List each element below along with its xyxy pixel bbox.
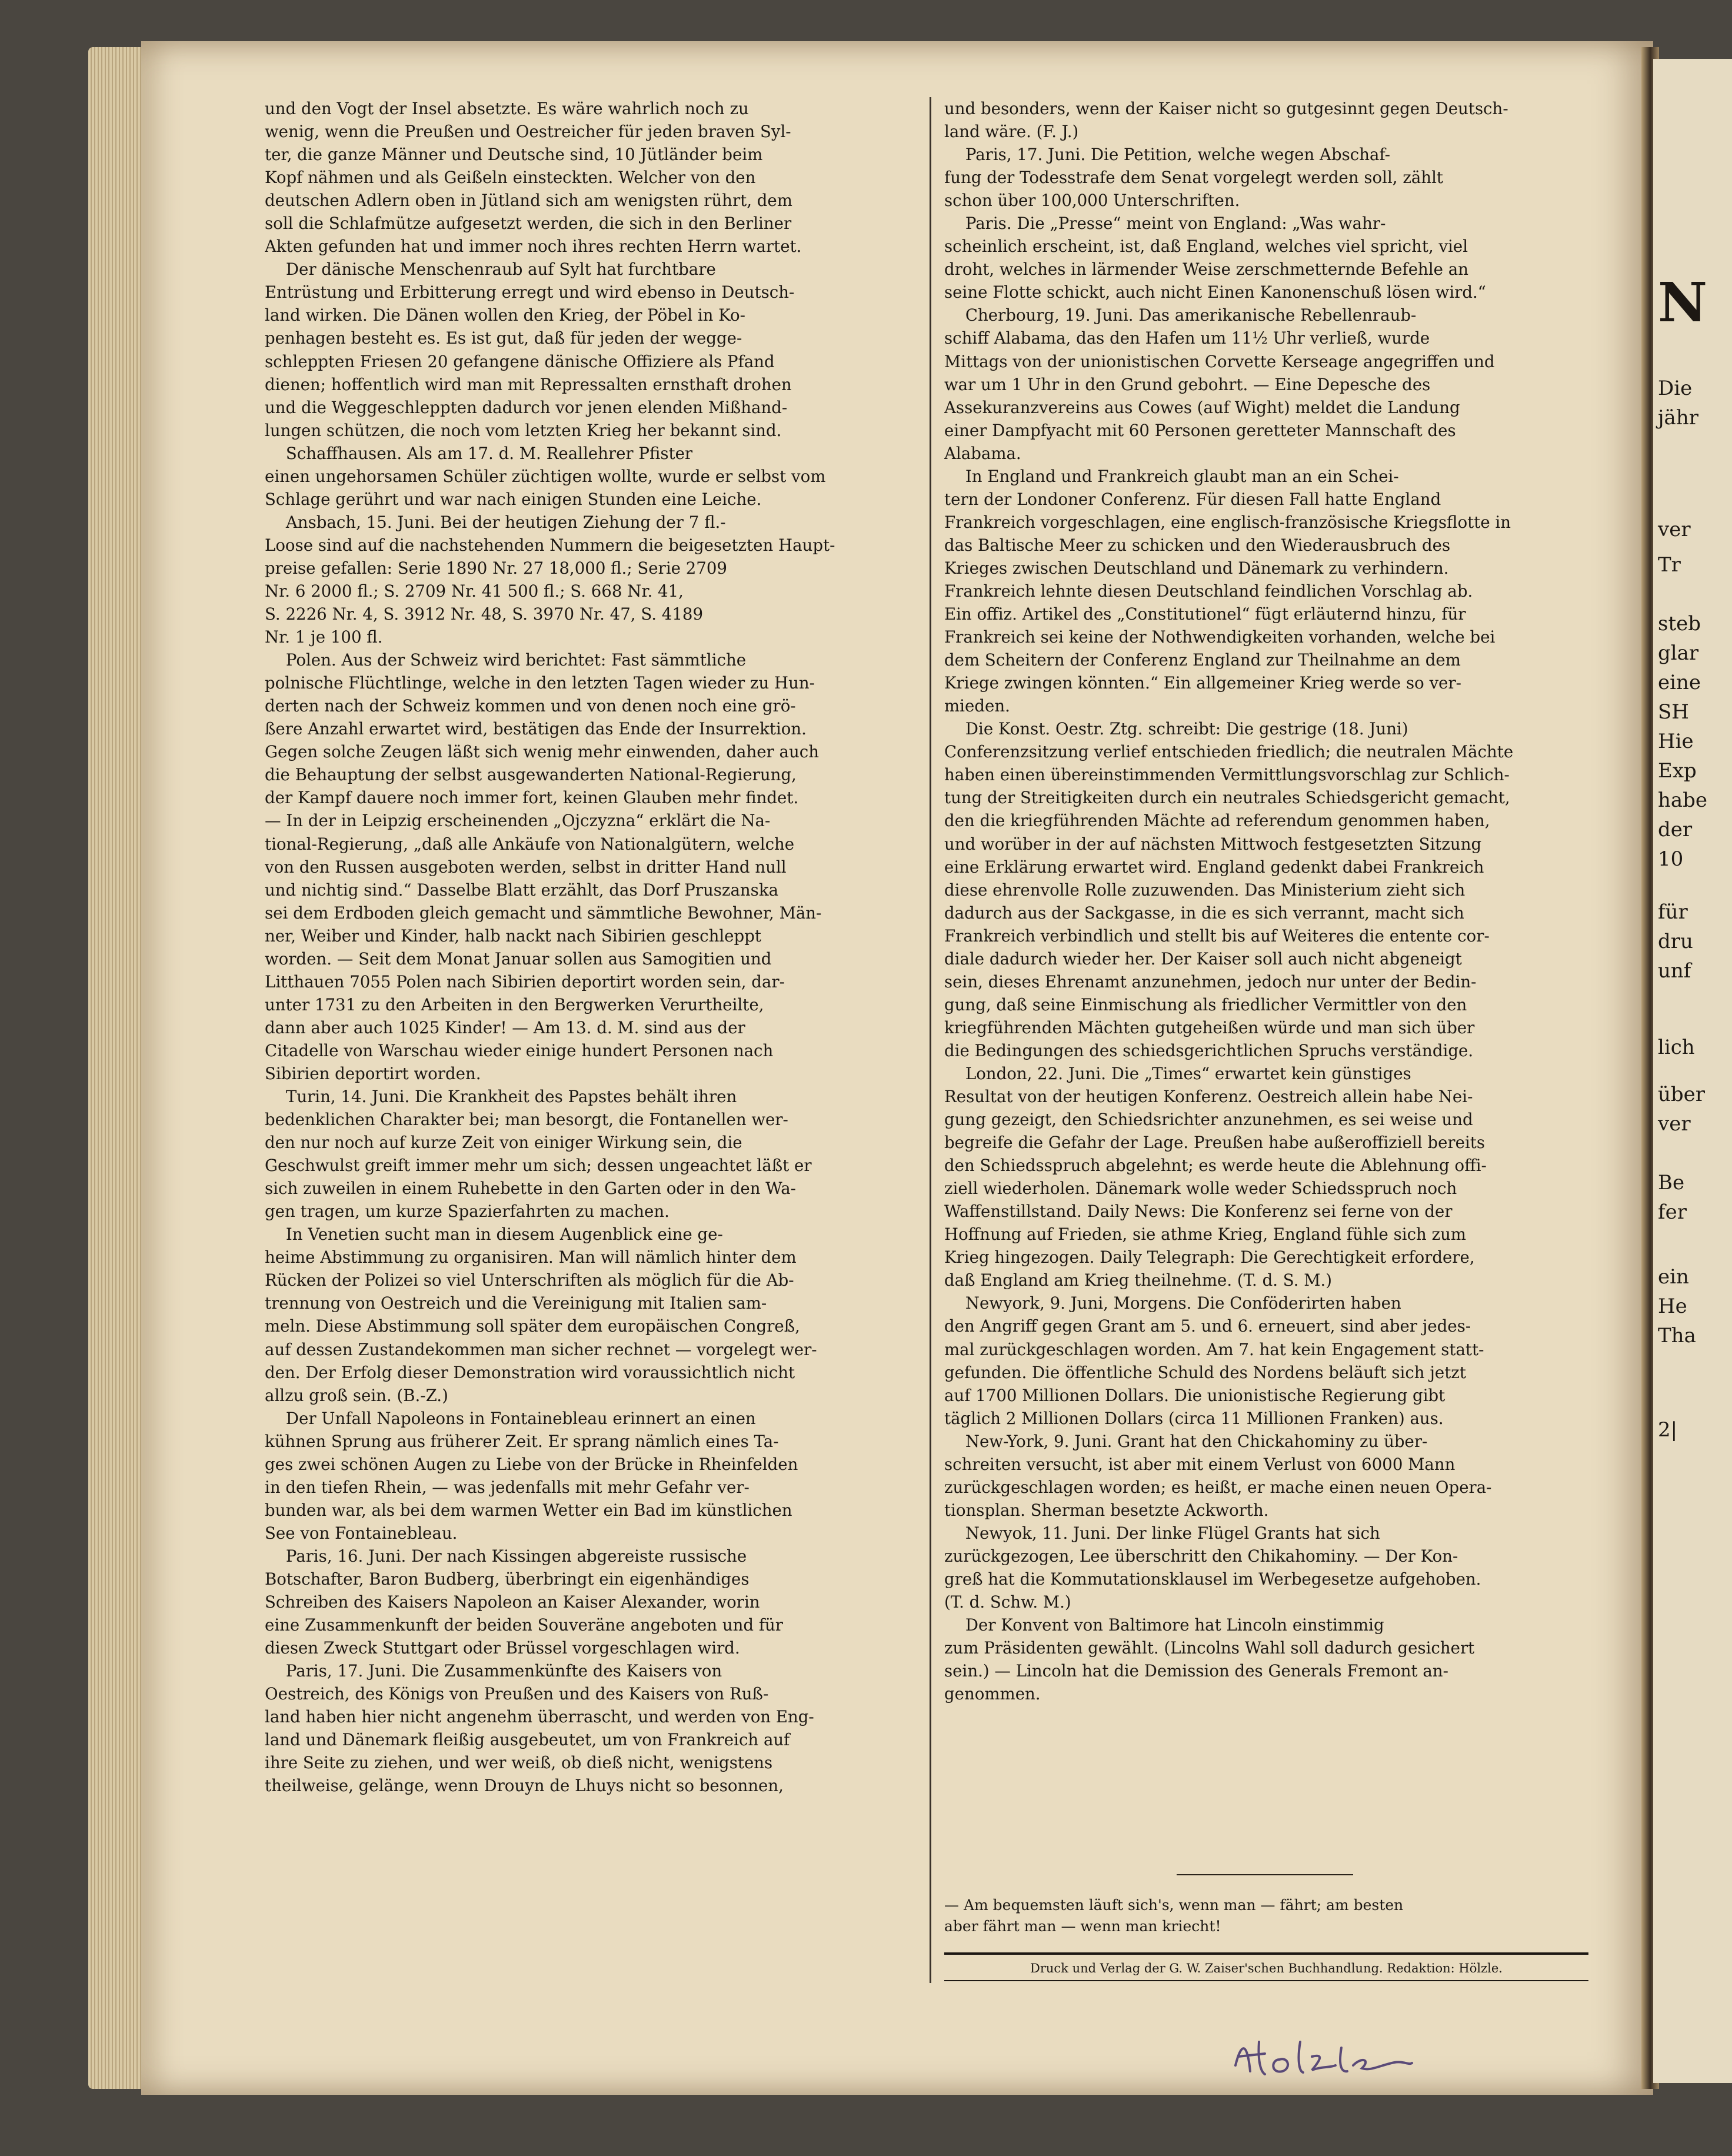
adjacent-page-text: 2| (1658, 1418, 1678, 1442)
section-separator-rule (1177, 1874, 1353, 1875)
text-line: Litthauen 7055 Polen nach Sibirien deportirt worden sein, dar- (265, 971, 785, 992)
article-paragraph (265, 511, 909, 648)
adjacent-page-text: 10 (1658, 847, 1684, 871)
text-line: tern der Londoner Conferenz. Für diesen Fall hatte England (944, 489, 1441, 509)
text-line: war um 1 Uhr in den Grund gebohrt. — Eine Depesche des (944, 374, 1431, 394)
text-line: den Schiedsspruch abgelehnt; es werde heute die Ablehnung offi- (944, 1156, 1487, 1176)
adjacent-page-text: eine (1658, 671, 1701, 694)
text-line: meln. Diese Abstimmung soll später dem europäischen Congreß, (265, 1316, 800, 1336)
text-line: Paris, 16. Juni. Der nach Kissingen abgereiste russische (285, 1546, 747, 1566)
text-line: ges zwei schönen Augen zu Liebe von der Brücke in Rheinfelden (265, 1454, 798, 1474)
adjacent-page-text: steb (1658, 612, 1701, 636)
text-line: und worüber in der auf nächsten Mittwoch festgesetzten Sitzung (944, 834, 1482, 854)
text-line: gen tragen, um kurze Spazierfahrten zu machen. (265, 1202, 670, 1222)
text-line: diale dadurch wieder her. Der Kaiser soll auch nicht abgeneigt (944, 949, 1462, 969)
text-line: theilweise, gelänge, wenn Drouyn de Lhuys nicht so besonnen, (265, 1776, 784, 1796)
text-line: einen ungehorsamen Schüler züchtigen wollte, wurde er selbst vom (265, 466, 826, 486)
text-line: Turin, 14. Juni. Die Krankheit des Papstes behält ihren (285, 1087, 737, 1107)
article-paragraph (265, 1223, 909, 1406)
text-line: Alabama. (944, 443, 1021, 463)
text-line: und nichtig sind.“ Dasselbe Blatt erzählt, das Dorf Pruszanska (265, 880, 779, 900)
text-line: ner, Weiber und Kinder, halb nackt nach Sibirien geschleppt (265, 926, 761, 946)
text-line: genommen. (944, 1684, 1041, 1704)
text-line: haben einen übereinstimmenden Vermittlungsvorschlag zur Schlich- (944, 765, 1510, 785)
adjacent-page-text: ein (1658, 1265, 1689, 1289)
text-line: (T. d. Schw. M.) (944, 1592, 1071, 1612)
article-paragraph (944, 717, 1588, 1062)
adjacent-page-text: N (1658, 271, 1708, 334)
article-paragraph (265, 442, 909, 511)
text-line: sich zuweilen in einem Ruhebette in den Garten oder in den Wa- (265, 1179, 797, 1199)
article-paragraph (944, 1522, 1588, 1613)
text-line: die Bedingungen des schiedsgerichtlichen Spruchs verständige. (944, 1040, 1474, 1060)
article-paragraph (944, 304, 1588, 464)
article-paragraph (944, 143, 1588, 212)
adjacent-page-text: über (1658, 1083, 1706, 1106)
publisher-imprint: Druck und Verlag der G. W. Zaiser'schen Buchhandlung. Redaktion: Hölzle. (1030, 1961, 1503, 1975)
adjacent-page-text: ver (1658, 518, 1691, 541)
text-line: Mittags von der unionistischen Corvette Kerseage angegriffen und (944, 351, 1495, 371)
closing-proverb (944, 1895, 1588, 1937)
footer-rule-thin (944, 1980, 1588, 1981)
text-line: Frankreich lehnte diesen Deutschland feindlichen Vorschlag ab. (944, 581, 1473, 601)
text-line: allzu groß sein. (B.-Z.) (265, 1385, 448, 1405)
text-line: tionsplan. Sherman besetzte Ackworth. (944, 1500, 1269, 1520)
text-line: Conferenzsitzung verlief entschieden friedlich; die neutralen Mächte (944, 742, 1514, 762)
text-line: schreiten versucht, ist aber mit einem Verlust von 6000 Mann (944, 1454, 1455, 1474)
article-paragraph (944, 1613, 1588, 1705)
text-line: auf dessen Zustandekommen man sicher rechnet — vorgelegt wer- (265, 1339, 817, 1359)
text-line: penhagen besteht es. Es ist gut, daß für jeden der wegge- (265, 328, 742, 348)
text-line: den Angriff gegen Grant am 5. und 6. erneuert, sind aber jedes- (944, 1316, 1471, 1336)
text-line: heime Abstimmung zu organisiren. Man will nämlich hinter dem (265, 1247, 797, 1267)
text-line: kriegführenden Mächten gutgeheißen würde und man sich über (944, 1017, 1475, 1037)
text-line: kühnen Sprung aus früherer Zeit. Er sprang nämlich eines Ta- (265, 1431, 779, 1451)
text-line: trennung von Oestreich und die Vereinigung mit Italien sam- (265, 1293, 767, 1313)
text-line: Krieges zwischen Deutschland und Dänemark zu verhindern. (944, 558, 1449, 578)
text-line: Die Konst. Oestr. Ztg. schreibt: Die gestrige (18. Juni) (965, 719, 1408, 739)
text-line: London, 22. Juni. Die „Times“ erwartet kein günstiges (965, 1063, 1411, 1083)
text-line: Schaffhausen. Als am 17. d. M. Reallehrer Pfister (285, 443, 693, 463)
text-line: Paris. Die „Presse“ meint von England: „Was wahr- (965, 214, 1386, 234)
text-line: den die kriegführenden Mächte ad referendum genommen haben, (944, 811, 1490, 831)
article-paragraph (944, 97, 1588, 143)
text-line: Loose sind auf die nachstehenden Nummern die beigesetzten Haupt- (265, 535, 835, 555)
text-line: Rücken der Polizei so viel Unterschriften als möglich für die Ab- (265, 1270, 794, 1290)
adjacent-page-text: ver (1658, 1112, 1691, 1136)
text-line: begreife die Gefahr der Lage. Preußen habe außeroffiziell bereits (944, 1133, 1485, 1153)
text-line: der Kampf dauere noch immer fort, keinen Glauben mehr findet. (265, 788, 799, 808)
text-line: Cherbourg, 19. Juni. Das amerikanische Rebellenraub- (965, 305, 1417, 325)
article-paragraph (265, 258, 909, 441)
text-line: Der Konvent von Baltimore hat Lincoln einstimmig (965, 1615, 1384, 1635)
right-column (944, 97, 1588, 1705)
text-line: Resultat von der heutigen Konferenz. Oestreich allein habe Nei- (944, 1087, 1473, 1107)
article-paragraph (944, 1062, 1588, 1292)
adjacent-page-text: Die (1658, 377, 1693, 400)
text-line: Nr. 1 je 100 fl. (265, 627, 383, 647)
text-line: ziell wiederholen. Dänemark wolle weder Schiedsspruch noch (944, 1179, 1457, 1199)
text-line: derten nach der Schweiz kommen und von denen noch eine grö- (265, 696, 796, 716)
text-line: bunden war, als bei dem warmen Wetter ein Bad im künstlichen (265, 1500, 792, 1520)
adjacent-page-text: der (1658, 818, 1693, 841)
text-line: einer Dampfyacht mit 60 Personen geretteter Mannschaft des (944, 420, 1456, 440)
text-line: soll die Schlafmütze aufgesetzt werden, die sich in den Berliner (265, 214, 792, 234)
text-line: Sibirien deportirt worden. (265, 1063, 481, 1083)
article-paragraph (944, 465, 1588, 718)
text-line: fung der Todesstrafe dem Senat vorgelegt werden soll, zählt (944, 168, 1444, 188)
text-line: sein, dieses Ehrenamt anzunehmen, jedoch nur unter der Bedin- (944, 971, 1477, 992)
text-line: unter 1731 zu den Arbeiten in den Bergwerken Verurtheilte, (265, 994, 764, 1014)
handwritten-signature (1224, 2024, 1424, 2095)
text-line: zum Präsidenten gewählt. (Lincolns Wahl soll dadurch gesichert (944, 1638, 1475, 1658)
adjacent-page-text: glar (1658, 641, 1699, 665)
text-line: schleppten Friesen 20 gefangene dänische Offiziere als Pfand (265, 351, 775, 371)
text-line: von den Russen ausgeboten werden, selbst in dritter Hand null (265, 857, 787, 877)
adjacent-page-text: dru (1658, 930, 1693, 953)
text-line: land wäre. (F. J.) (944, 122, 1079, 142)
adjacent-page-text: habe (1658, 788, 1708, 812)
text-line: land wirken. Die Dänen wollen den Krieg, der Pöbel in Ko- (265, 305, 745, 325)
text-line: Geschwulst greift immer mehr um sich; dessen ungeachtet läßt er (265, 1156, 812, 1176)
text-line: greß hat die Kommutationsklausel im Werbegesetze aufgehoben. (944, 1569, 1481, 1589)
adjacent-page-text: Exp (1658, 759, 1697, 783)
text-line: deutschen Adlern oben in Jütland sich am wenigsten rührt, dem (265, 191, 792, 211)
text-line: land haben hier nicht angenehm überrascht, und werden von Eng- (265, 1707, 814, 1727)
adjacent-page-text: Tr (1658, 553, 1681, 577)
text-line: zurückgezogen, Lee überschritt den Chikahominy. — Der Kon- (944, 1546, 1458, 1566)
text-line: daß England am Krieg theilnehme. (T. d. S. M.) (944, 1270, 1333, 1290)
text-line: Gegen solche Zeugen läßt sich wenig mehr einwenden, daher auch (265, 742, 819, 762)
text-line: Assekuranzvereins aus Cowes (auf Wight) meldet die Landung (944, 397, 1460, 417)
text-line: Hoffnung auf Frieden, sie athme Krieg, England fühle sich zum (944, 1225, 1467, 1245)
left-column (265, 97, 909, 1797)
adjacent-page-text: unf (1658, 959, 1691, 983)
text-line: Newyok, 11. Juni. Der linke Flügel Grants hat sich (965, 1523, 1380, 1543)
text-line: polnische Flüchtlinge, welche in den letzten Tagen wieder zu Hun- (265, 673, 815, 693)
article-paragraph (265, 97, 909, 258)
text-line: ter, die ganze Männer und Deutsche sind, 10 Jütländer beim (265, 145, 763, 165)
text-line: Kopf nähmen und als Geißeln einsteckten. Welcher von den (265, 168, 756, 188)
text-line: tional-Regierung, „daß alle Ankäufe von Nationalgütern, welche (265, 834, 795, 854)
article-paragraph (944, 212, 1588, 304)
text-line: Akten gefunden hat und immer noch ihres rechten Herrn wartet. (265, 237, 802, 257)
text-line: Waffenstillstand. Daily News: Die Konferenz sei ferne von der (944, 1202, 1453, 1222)
text-line: dann aber auch 1025 Kinder! — Am 13. d. M. sind aus der (265, 1017, 745, 1037)
text-line: zurückgeschlagen worden; es heißt, er mache einen neuen Opera- (944, 1477, 1492, 1497)
text-line: Ein offiz. Artikel des „Constitutionel“ fügt erläuternd hinzu, für (944, 604, 1466, 624)
text-line: S. 2226 Nr. 4, S. 3912 Nr. 48, S. 3970 Nr. 47, S. 4189 (265, 604, 704, 624)
text-line: in den tiefen Rhein, — was jedenfalls mit mehr Gefahr ver- (265, 1477, 750, 1497)
text-line: Der dänische Menschenraub auf Sylt hat furchtbare (285, 259, 716, 280)
adjacent-page-text: für (1658, 900, 1688, 924)
text-line: auf 1700 Millionen Dollars. Die unionistische Regierung gibt (944, 1385, 1445, 1405)
text-line: Frankreich vorgeschlagen, eine englisch-französische Kriegsflotte in (944, 512, 1511, 532)
text-line: land und Dänemark fleißig ausgebeutet, um von Frankreich auf (265, 1730, 790, 1750)
text-line: preise gefallen: Serie 1890 Nr. 27 18,000 fl.; Serie 2709 (265, 558, 727, 578)
text-line: bedenklichen Charakter bei; man besorgt, die Fontanellen wer- (265, 1110, 788, 1130)
text-line: Newyork, 9. Juni, Morgens. Die Conföderirten haben (965, 1293, 1401, 1313)
text-line: Ansbach, 15. Juni. Bei der heutigen Ziehung der 7 fl.- (285, 512, 726, 532)
text-line: Frankreich verbindlich und stellt bis auf Weiteres die entente cor- (944, 926, 1490, 946)
text-line: diesen Zweck Stuttgart oder Brüssel vorgeschlagen wird. (265, 1638, 740, 1658)
text-line: In Venetien sucht man in diesem Augenblick eine ge- (285, 1225, 723, 1245)
text-line: Frankreich sei keine der Nothwendigkeiten vorhanden, welche bei (944, 627, 1495, 647)
text-line: Der Unfall Napoleons in Fontainebleau erinnert an einen (285, 1408, 756, 1428)
text-line: schon über 100,000 Unterschriften. (944, 191, 1240, 211)
text-line: Entrüstung und Erbitterung erregt und wird ebenso in Deutsch- (265, 282, 795, 302)
article-paragraph (944, 1430, 1588, 1522)
text-line: Schreiben des Kaisers Napoleon an Kaiser Alexander, worin (265, 1592, 760, 1612)
text-line: New-York, 9. Juni. Grant hat den Chickahominy zu über- (965, 1431, 1428, 1451)
text-line: See von Fontainebleau. (265, 1523, 458, 1543)
article-paragraph (265, 1085, 909, 1223)
article-paragraph (265, 648, 909, 1085)
text-line: schiff Alabama, das den Hafen um 11½ Uhr verließ, wurde (944, 328, 1430, 348)
adjacent-page-text: He (1658, 1295, 1687, 1318)
text-line: und die Weggeschleppten dadurch vor jenen elenden Mißhand- (265, 397, 788, 417)
adjacent-page-text: Hie (1658, 730, 1694, 753)
proverb-line: aber fährt man — wenn man kriecht! (944, 1918, 1221, 1935)
footer-rule (944, 1952, 1588, 1955)
article-paragraph (265, 1545, 909, 1659)
article-paragraph (265, 1659, 909, 1797)
text-line: sei dem Erdboden gleich gemacht und sämmtliche Bewohner, Män- (265, 903, 822, 923)
text-line: droht, welches in lärmender Weise zerschmetternde Befehle an (944, 259, 1468, 280)
text-line: eine Zusammenkunft der beiden Souveräne angeboten und für (265, 1615, 783, 1635)
text-line: Citadelle von Warschau wieder einige hundert Personen nach (265, 1040, 774, 1060)
text-line: diese ehrenvolle Rolle zuzuwenden. Das Ministerium zieht sich (944, 880, 1465, 900)
text-line: seine Flotte schickt, auch nicht Einen Kanonenschuß lösen wird.“ (944, 282, 1486, 302)
text-line: das Baltische Meer zu schicken und den Wiederausbruch des (944, 535, 1451, 555)
text-line: gefunden. Die öffentliche Schuld des Nordens beläuft sich jetzt (944, 1362, 1466, 1382)
text-line: wenig, wenn die Preußen und Oestreicher für jeden braven Syl- (265, 122, 791, 142)
text-line: gung gezeigt, den Schiedsrichter anzunehmen, es sei weise und (944, 1110, 1473, 1130)
text-line: den nur noch auf kurze Zeit von einiger Wirkung sein, die (265, 1133, 742, 1153)
text-line: tung der Streitigkeiten durch ein neutrales Schiedsgericht gemacht, (944, 788, 1510, 808)
adjacent-page-text: fer (1658, 1200, 1687, 1224)
proverb-line: — Am bequemsten läuft sich's, wenn man — fährt; am besten (944, 1897, 1404, 1914)
text-line: ßere Anzahl erwartet wird, bestätigen das Ende der Insurrektion. (265, 719, 807, 739)
article-paragraph (265, 1407, 909, 1545)
text-line: gung, daß seine Einmischung als friedlicher Vermittler von den (944, 994, 1467, 1014)
text-line: Krieg hingezogen. Daily Telegraph: Die Gerechtigkeit erfordere, (944, 1247, 1475, 1267)
adjacent-page-fragment (1653, 59, 1732, 2083)
text-line: dadurch aus der Sackgasse, in die es sich verrannt, macht sich (944, 903, 1464, 923)
text-line: lungen schützen, die noch vom letzten Krieg her bekannt sind. (265, 420, 782, 440)
adjacent-page-text: jähr (1658, 406, 1698, 430)
article-paragraph (944, 1292, 1588, 1429)
text-line: Botschafter, Baron Budberg, überbringt ein eigenhändiges (265, 1569, 750, 1589)
text-line: Paris, 17. Juni. Die Petition, welche wegen Abschaf- (965, 145, 1391, 165)
text-line: Nr. 6 2000 fl.; S. 2709 Nr. 41 500 fl.; S. 668 Nr. 41, (265, 581, 684, 601)
text-line: mieden. (944, 696, 1010, 716)
column-divider (930, 97, 931, 1983)
text-line: dem Scheitern der Conferenz England zur Theilnahme an dem (944, 650, 1461, 670)
text-line: den. Der Erfolg dieser Demonstration wird voraussichtlich nicht (265, 1362, 795, 1382)
text-line: Oestreich, des Königs von Preußen und des Kaisers von Ruß- (265, 1684, 769, 1704)
adjacent-page-text: SH (1658, 700, 1689, 724)
text-line: und besonders, wenn der Kaiser nicht so gutgesinnt gegen Deutsch- (944, 99, 1508, 118)
text-line: Polen. Aus der Schweiz wird berichtet: Fast sämmtliche (285, 650, 747, 670)
text-line: mal zurückgeschlagen worden. Am 7. hat kein Engagement statt- (944, 1339, 1484, 1359)
text-line: die Behauptung der selbst ausgewanderten National-Regierung, (265, 765, 797, 785)
text-line: täglich 2 Millionen Dollars (circa 11 Millionen Franken) aus. (944, 1408, 1444, 1428)
text-line: dienen; hoffentlich wird man mit Repressalten ernsthaft drohen (265, 374, 792, 394)
text-line: Paris, 17. Juni. Die Zusammenkünfte des Kaisers von (285, 1661, 722, 1681)
adjacent-page-text: lich (1658, 1036, 1695, 1059)
text-line: sein.) — Lincoln hat die Demission des Generals Fremont an- (944, 1661, 1448, 1681)
text-line: ihre Seite zu ziehen, und wer weiß, ob dieß nicht, wenigstens (265, 1753, 773, 1773)
text-line: eine Erklärung erwartet wird. England gedenkt dabei Frankreich (944, 857, 1484, 877)
text-line: Schlage gerührt und war nach einigen Stunden eine Leiche. (265, 489, 762, 509)
adjacent-page-text: Tha (1658, 1324, 1696, 1348)
text-line: und den Vogt der Insel absetzte. Es wäre wahrlich noch zu (265, 99, 749, 118)
text-line: scheinlich erscheint, ist, daß England, welches viel spricht, viel (944, 237, 1468, 257)
text-line: Kriege zwingen könnten.“ Ein allgemeiner Krieg werde so ver- (944, 673, 1461, 693)
text-line: — In der in Leipzig erscheinenden „Ojczyzna“ erklärt die Na- (265, 811, 771, 831)
adjacent-page-text: Be (1658, 1171, 1685, 1195)
text-line: In England und Frankreich glaubt man an ein Schei- (965, 466, 1399, 486)
text-line: worden. — Seit dem Monat Januar sollen aus Samogitien und (265, 949, 772, 969)
